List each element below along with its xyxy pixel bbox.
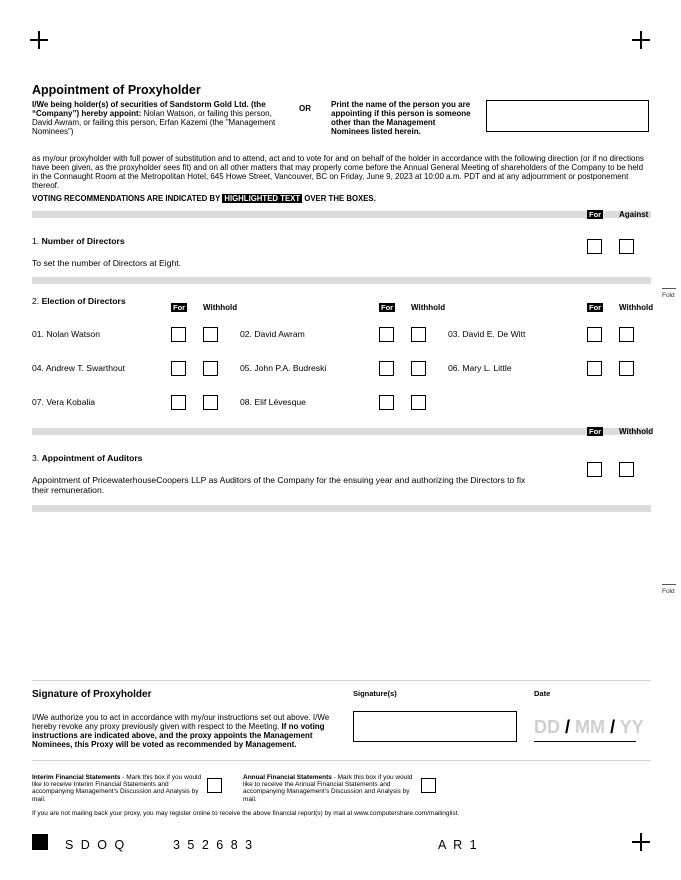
- rec-post: OVER THE BOXES.: [302, 194, 376, 203]
- nominee-02-for-checkbox[interactable]: [379, 327, 394, 342]
- appointment-intro-bold: I/We being holder(s) of securities of Sandstorm Gold Ltd. (the “Company”) hereby appoint:: [32, 100, 266, 118]
- fold-mark: Fold: [662, 288, 676, 299]
- date-separator: /: [565, 717, 571, 737]
- voting-recommendation-note: [32, 194, 376, 203]
- divider: [32, 760, 651, 761]
- annual-statements-text: [243, 774, 415, 803]
- section-bar: [32, 505, 651, 512]
- for-header-col3: For: [589, 303, 602, 312]
- or-label: OR: [299, 104, 311, 113]
- proxy-paragraph: as my/our proxyholder with full power of substitution and to attend, act and to vote for and on behalf of the holder in accordance with the following direction (or if no directions have been given, as the proxyholder sees fit) and on all other matters that may properly come before the Annual General Meeting of shareholders of the Company to be held in the Connaught Room at the Metropolitan Hotel, 645 Howe Street, Vancouver, BC on Friday, June 9, 2023 at 10:00 a.m. PDT and at any adjournment or postponement thereof.: [32, 154, 644, 190]
- item2-number: 2.: [32, 296, 42, 306]
- rec-pre: VOTING RECOMMENDATIONS ARE INDICATED BY: [32, 194, 223, 203]
- divider: [32, 680, 651, 681]
- signature-field[interactable]: [353, 711, 517, 742]
- date-mm: MM: [575, 717, 606, 737]
- rec-highlight: HIGHLIGHTED TEXT: [224, 194, 301, 203]
- nominee-08-for-checkbox[interactable]: [379, 395, 394, 410]
- registration-mark: [30, 31, 48, 49]
- interim-title: Interim Financial Statements: [32, 774, 121, 781]
- item3-number: 3.: [32, 453, 42, 463]
- for-header-item1: For: [589, 210, 602, 219]
- annual-title: Annual Financial Statements: [243, 774, 332, 781]
- print-name-instructions: Print the name of the person you are appointing if this person is someone other than the Management Nominees listed herein.: [331, 100, 471, 136]
- nominee-06-for-checkbox[interactable]: [587, 361, 602, 376]
- item2-title: Election of Directors: [41, 296, 126, 306]
- item1-description: To set the number of Directors at Eight.: [32, 258, 182, 268]
- date-yy: YY: [619, 717, 644, 737]
- nominee-label: 07. Vera Kobalia: [32, 397, 96, 407]
- for-header-col2: For: [381, 303, 394, 312]
- nominee-label: 03. David E. De Witt: [448, 329, 526, 339]
- item2-heading: [32, 296, 126, 306]
- registration-square: [32, 834, 48, 850]
- footer-code-number: 3 5 2 6 8 3: [173, 838, 255, 852]
- nominee-02-withhold-checkbox[interactable]: [411, 327, 426, 342]
- nominee-03-withhold-checkbox[interactable]: [619, 327, 634, 342]
- appointment-intro-rest: Nolan Watson, or failing this person, David Awram, or failing this person, Erfan Kazemi (the "Management Nominees"): [32, 109, 276, 136]
- date-separator: /: [610, 717, 616, 737]
- nominee-07-for-checkbox[interactable]: [171, 395, 186, 410]
- withhold-header-item3: Withhold: [619, 427, 654, 436]
- nominee-05-withhold-checkbox[interactable]: [411, 361, 426, 376]
- nominee-04-withhold-checkbox[interactable]: [203, 361, 218, 376]
- proxyholder-name-field[interactable]: [486, 100, 649, 132]
- nominee-label: 08. Elif Lévesque: [240, 397, 306, 407]
- date-field[interactable]: [534, 717, 644, 742]
- section-bar: [32, 277, 651, 284]
- nominee-label: 04. Andrew T. Swarthout: [32, 363, 125, 373]
- registration-mark: [632, 31, 650, 49]
- date-dd: DD: [534, 717, 560, 737]
- fold-mark: Fold: [662, 584, 676, 595]
- authorization-plain: I/We authorize you to act in accordance with my/our instructions set out above. I/We hereby revoke any proxy previously given with respect to the Meeting.: [32, 713, 330, 731]
- item1-title: Number of Directors: [41, 236, 125, 246]
- for-header-item3: For: [589, 427, 602, 436]
- against-header-item1: Against: [619, 210, 649, 219]
- annual-desc: - Mark this box if you would like to receive the Annual Financial Statements and accompanying Management’s Discussion and Analysis by mail.: [243, 774, 413, 803]
- item3-for-checkbox[interactable]: [587, 462, 602, 477]
- nominee-label: 02. David Awram: [240, 329, 305, 339]
- nominee-07-withhold-checkbox[interactable]: [203, 395, 218, 410]
- nominee-06-withhold-checkbox[interactable]: [619, 361, 634, 376]
- footer-code-ar1: A R 1: [438, 838, 479, 852]
- withhold-header-col1: Withhold: [203, 303, 238, 312]
- signature-label: Signature(s): [353, 689, 397, 698]
- nominee-label: 05. John P.A. Budreski: [240, 363, 327, 373]
- withhold-header-col2: Withhold: [411, 303, 446, 312]
- nominee-08-withhold-checkbox[interactable]: [411, 395, 426, 410]
- section-bar: [32, 211, 651, 218]
- nominee-04-for-checkbox[interactable]: [171, 361, 186, 376]
- item1-number: 1.: [32, 236, 42, 246]
- interim-statements-text: [32, 774, 202, 803]
- date-label: Date: [534, 689, 551, 698]
- registration-mark: [632, 833, 650, 851]
- nominee-03-for-checkbox[interactable]: [587, 327, 602, 342]
- item1-against-checkbox[interactable]: [619, 239, 634, 254]
- nominee-label: 01. Nolan Watson: [32, 329, 100, 339]
- signature-title: Signature of Proxyholder: [32, 689, 152, 700]
- withhold-header-col3: Withhold: [619, 303, 654, 312]
- nominee-05-for-checkbox[interactable]: [379, 361, 394, 376]
- item1-heading: [32, 236, 125, 246]
- appointment-intro: [32, 100, 282, 136]
- item3-heading: [32, 453, 142, 463]
- interim-statements-checkbox[interactable]: [207, 778, 222, 793]
- item1-for-checkbox[interactable]: [587, 239, 602, 254]
- item3-withhold-checkbox[interactable]: [619, 462, 634, 477]
- item3-title: Appointment of Auditors: [41, 453, 143, 463]
- interim-desc: - Mark this box if you would like to receive Interim Financial Statements and accompanying Management’s Discussion and Analysis by mail.: [32, 774, 202, 803]
- item3-description: Appointment of PricewaterhouseCoopers LLP as Auditors of the Company for the ensuing year and authorizing the Directors to fix their remuneration.: [32, 475, 526, 495]
- appointment-title: Appointment of Proxyholder: [32, 83, 201, 97]
- nominee-01-withhold-checkbox[interactable]: [203, 327, 218, 342]
- annual-statements-checkbox[interactable]: [421, 778, 436, 793]
- section-bar: [32, 427, 654, 436]
- authorization-text: [32, 713, 332, 749]
- authorization-bold: If no voting instructions are indicated above, and the proxy appoints the Management Nominees, this Proxy will be voted as recommended by Management.: [32, 722, 325, 749]
- mailing-list-note: If you are not mailing back your proxy, you may register online to receive the above financial report(s) by mail at www.computershare.com/mailinglist.: [32, 810, 460, 817]
- nominee-label: 06. Mary L. Little: [448, 363, 512, 373]
- for-header-col1: For: [173, 303, 186, 312]
- footer-code-sdoq: S D O Q: [65, 838, 127, 852]
- nominee-01-for-checkbox[interactable]: [171, 327, 186, 342]
